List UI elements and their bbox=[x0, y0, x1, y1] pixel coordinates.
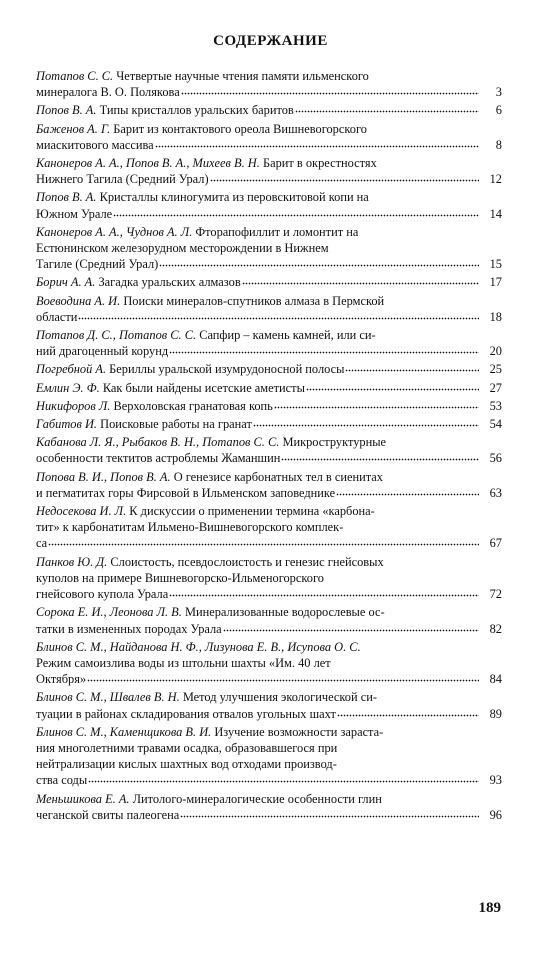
toc-entry-title: ния многолетними травами осадка, образовавшегося при bbox=[36, 740, 338, 755]
toc-entry-page: 18 bbox=[489, 309, 502, 324]
toc-entry-title: татки в измененных породах Урала bbox=[36, 621, 222, 636]
toc-entry-authors: Меньшикова Е. А. bbox=[36, 791, 130, 806]
toc-entry-title: Барит из контактового ореола Вишневогорского bbox=[113, 121, 367, 136]
toc-entry-title: области bbox=[36, 309, 78, 324]
toc-entry-line bbox=[36, 621, 480, 637]
dot-leader bbox=[169, 343, 479, 355]
toc-entry-title: Поиски минералов-спутников алмаза в Пермской bbox=[123, 293, 385, 308]
toc-entry-line bbox=[36, 416, 480, 432]
toc-entry-title: Микроструктурные bbox=[282, 435, 387, 450]
toc-entry bbox=[36, 724, 502, 789]
toc-entry-title: Верхоловская гранатовая копь bbox=[113, 398, 273, 413]
toc-entry-title: К дискуссии о применении термина «карбона- bbox=[129, 504, 375, 519]
toc-entry-title: О генезисе карбонатных тел в сиенитах bbox=[173, 469, 384, 484]
toc-entry-line bbox=[36, 503, 480, 519]
toc-entry bbox=[36, 361, 502, 377]
toc-entry-line bbox=[36, 706, 480, 722]
toc-entry-line bbox=[36, 689, 480, 705]
toc-entry-line bbox=[36, 224, 480, 240]
toc-entry-authors: Попова В. И., Попов В. А. bbox=[36, 469, 171, 484]
toc-entry-title: са bbox=[36, 536, 48, 551]
toc-entry-line bbox=[36, 639, 480, 655]
toc-entry-page: 14 bbox=[489, 206, 502, 221]
dot-leader bbox=[345, 361, 479, 373]
toc-entry-page: 67 bbox=[489, 536, 502, 551]
toc-entry-line bbox=[36, 68, 480, 84]
toc-entry-title: Литолого-минералогические особенности глин bbox=[132, 791, 382, 806]
toc-entry-line bbox=[36, 171, 480, 187]
toc-entry-title: гнейсового купола Урала bbox=[36, 587, 169, 602]
dot-leader bbox=[169, 586, 479, 598]
toc-entry-title: Метод улучшения экологической си- bbox=[182, 690, 377, 705]
toc-entry-line bbox=[36, 274, 480, 290]
toc-entry-line bbox=[36, 361, 480, 377]
toc-entry-page: 20 bbox=[489, 344, 502, 359]
toc-entry-title: ства соды bbox=[36, 773, 88, 788]
toc-entry-page: 53 bbox=[489, 398, 502, 413]
toc-entry bbox=[36, 791, 502, 823]
dot-leader bbox=[159, 256, 479, 268]
toc-entry-line bbox=[36, 655, 480, 671]
toc-entry-line bbox=[36, 807, 480, 823]
dot-leader bbox=[223, 621, 479, 633]
toc-entry-authors: Емлин Э. Ф. bbox=[36, 380, 100, 395]
toc-entry-line bbox=[36, 240, 480, 256]
toc-entry bbox=[36, 469, 502, 501]
toc-entry-line bbox=[36, 189, 480, 205]
toc-entry-page: 93 bbox=[489, 773, 502, 788]
toc-entry-authors: Потапов Д. С., Потапов С. С. bbox=[36, 328, 197, 343]
toc-entry bbox=[36, 327, 502, 359]
toc-entry bbox=[36, 121, 502, 153]
toc-entry-page: 72 bbox=[489, 587, 502, 602]
toc-entry-title: Барит в окрестностях bbox=[262, 156, 377, 171]
toc-entry bbox=[36, 398, 502, 414]
dot-leader bbox=[336, 485, 479, 497]
dot-leader bbox=[281, 450, 479, 462]
toc-entry-title: Загадка уральских алмазов bbox=[98, 275, 241, 290]
toc-entry-line bbox=[36, 519, 480, 535]
toc-entry-line bbox=[36, 469, 480, 485]
toc-entry-title: куполов на примере Вишневогорско-Ильменогорского bbox=[36, 570, 324, 585]
toc-entry-title: Естюнинском железорудном месторождении в Нижнем bbox=[36, 241, 329, 256]
toc-entry-title: миаскитового массива bbox=[36, 137, 154, 152]
toc-entry-authors: Блинов С. М., Каменщикова В. И. bbox=[36, 724, 212, 739]
toc-entry-line bbox=[36, 671, 480, 687]
toc-entry-title: ний драгоценный корунд bbox=[36, 344, 169, 359]
toc-entry-authors: Никифоров Л. bbox=[36, 398, 111, 413]
toc-entry-authors: Баженов А. Г. bbox=[36, 121, 111, 136]
toc-entry-title: Поисковые работы на гранат bbox=[100, 417, 252, 432]
dot-leader bbox=[242, 274, 479, 286]
toc-entry bbox=[36, 639, 502, 688]
toc-entry-title: Нижнего Тагила (Средний Урал) bbox=[36, 172, 209, 187]
toc-entry-line bbox=[36, 756, 480, 772]
toc-entry-line bbox=[36, 740, 480, 756]
toc-entry-line bbox=[36, 84, 480, 100]
toc-entry-title: Сапфир – камень камней, или си- bbox=[199, 328, 376, 343]
toc-entry-authors: Канонеров А. А., Попов В. А., Михеев В. Н. bbox=[36, 156, 260, 171]
toc-entry-authors: Сорока Е. И., Леонова Л. В. bbox=[36, 605, 182, 620]
dot-leader bbox=[155, 137, 479, 149]
toc-entry-line bbox=[36, 604, 480, 620]
toc-entry-line bbox=[36, 380, 480, 396]
toc-entry-line bbox=[36, 724, 480, 740]
toc-entry bbox=[36, 604, 502, 636]
toc-entry-authors: Погребной А. bbox=[36, 362, 107, 377]
toc-entry-title: Тагиле (Средний Урал) bbox=[36, 257, 159, 272]
toc-entry-authors: Канонеров А. А., Чуднов А. Л. bbox=[36, 224, 193, 239]
toc-entry-page: 54 bbox=[489, 417, 502, 432]
toc-entry-title: Минерализованные водорослевые ос- bbox=[184, 605, 385, 620]
dot-leader bbox=[274, 398, 479, 410]
toc-entry bbox=[36, 416, 502, 432]
toc-entry-line bbox=[36, 398, 480, 414]
toc-entry bbox=[36, 274, 502, 290]
toc-entry-line bbox=[36, 772, 480, 788]
toc-entry-line bbox=[36, 155, 480, 171]
toc-entry-title: Четвертые научные чтения памяти ильменского bbox=[116, 69, 369, 83]
dot-leader bbox=[87, 671, 479, 683]
toc-entry-authors: Блинов С. М., Швалев В. Н. bbox=[36, 690, 180, 705]
toc-entry-line bbox=[36, 309, 480, 325]
toc-entry-authors: Панков Ю. Д. bbox=[36, 554, 108, 569]
toc-entry-title: Изучение возможности зараста- bbox=[214, 724, 384, 739]
toc-entry-page: 56 bbox=[489, 451, 502, 466]
toc-entry-authors: Габитов И. bbox=[36, 417, 98, 432]
dot-leader bbox=[295, 102, 479, 114]
toc-entry bbox=[36, 689, 502, 721]
toc-entry-title: туации в районах складирования отвалов угольных шахт bbox=[36, 706, 336, 721]
toc-entry-page: 12 bbox=[489, 172, 502, 187]
toc-entry-title: Как были найдены исетские аметисты bbox=[102, 380, 305, 395]
toc-entry-authors: Потапов С. С. bbox=[36, 69, 114, 83]
toc-entry-authors: Попов В. А. bbox=[36, 190, 97, 205]
toc-entry bbox=[36, 503, 502, 552]
toc-entry-line bbox=[36, 586, 480, 602]
toc-entry-title: Кристаллы клиногумита из перовскитовой копи на bbox=[99, 190, 369, 205]
page-number: 189 bbox=[478, 900, 501, 916]
toc-entry-line bbox=[36, 121, 480, 137]
page-title: СОДЕРЖАНИЕ bbox=[213, 33, 328, 49]
toc-entry-title: Фторапофиллит и ломонтит на bbox=[195, 224, 359, 239]
toc-entry-page: 25 bbox=[489, 362, 502, 377]
toc-entry bbox=[36, 293, 502, 325]
toc-entry bbox=[36, 155, 502, 187]
toc-entry-title: чеганской свиты палеогена bbox=[36, 807, 180, 822]
toc-entry bbox=[36, 380, 502, 396]
toc-entry-page: 89 bbox=[489, 706, 502, 721]
toc-entry-title: Октября» bbox=[36, 672, 87, 687]
toc-entry-page: 8 bbox=[495, 137, 502, 152]
dot-leader bbox=[78, 309, 479, 321]
dot-leader bbox=[180, 807, 479, 819]
toc-entry-line bbox=[36, 570, 480, 586]
toc-entry-page: 82 bbox=[489, 621, 502, 636]
toc-entry-page: 27 bbox=[489, 380, 502, 395]
dot-leader bbox=[306, 380, 479, 392]
toc-entry-line bbox=[36, 293, 480, 309]
toc-entry-page: 6 bbox=[495, 103, 502, 118]
toc-entry-page: 17 bbox=[489, 275, 502, 290]
toc-entry-authors: Попов В. А. bbox=[36, 103, 97, 118]
toc-entry-line bbox=[36, 535, 480, 551]
toc-entry-page: 3 bbox=[495, 85, 502, 100]
toc-entry-page: 15 bbox=[489, 257, 502, 272]
dot-leader bbox=[210, 171, 479, 183]
toc-entry-title: тит» к карбонатитам Ильмено-Вишневогорского комплек- bbox=[36, 520, 344, 535]
toc-entry-title: Бериллы уральской изумрудоносной полосы bbox=[109, 362, 345, 377]
toc-entry-title: и пегматитах горы Фирсовой в Ильменском заповеднике bbox=[36, 485, 336, 500]
table-of-contents bbox=[36, 68, 502, 825]
toc-entry-line bbox=[36, 327, 480, 343]
toc-entry-line bbox=[36, 137, 480, 153]
toc-entry-authors: Воеводина А. И. bbox=[36, 293, 121, 308]
toc-entry bbox=[36, 68, 502, 100]
toc-entry-authors: Блинов С. М., Найданова Н. Ф., Лизунова Е. В., Исупова О. С. bbox=[36, 639, 361, 654]
dot-leader bbox=[113, 206, 479, 218]
toc-entry-line bbox=[36, 256, 480, 272]
toc-entry-page: 63 bbox=[489, 485, 502, 500]
toc-entry-title: нейтрализации кислых шахтных вод отходами производ- bbox=[36, 757, 337, 772]
toc-entry-line bbox=[36, 434, 480, 450]
toc-entry-line bbox=[36, 102, 480, 118]
toc-entry-title: Типы кристаллов уральских баритов bbox=[99, 103, 294, 118]
dot-leader bbox=[88, 772, 479, 784]
dot-leader bbox=[337, 706, 479, 718]
toc-entry bbox=[36, 102, 502, 118]
toc-entry bbox=[36, 554, 502, 603]
dot-leader bbox=[48, 535, 479, 547]
toc-entry-line bbox=[36, 450, 480, 466]
toc-entry-title: Южном Урале bbox=[36, 206, 113, 221]
toc-entry-title: Режим самоизлива воды из штольни шахты «Им. 40 лет bbox=[36, 655, 331, 670]
toc-entry-line bbox=[36, 554, 480, 570]
toc-entry bbox=[36, 189, 502, 221]
toc-entry bbox=[36, 434, 502, 466]
toc-entry-title: Слоистость, псевдослоистость и генезис гнейсовых bbox=[110, 554, 384, 569]
toc-entry-authors: Кабанова Л. Я., Рыбаков В. Н., Потапов С. С. bbox=[36, 435, 280, 450]
toc-entry-line bbox=[36, 485, 480, 501]
toc-entry-line bbox=[36, 206, 480, 222]
toc-entry-line bbox=[36, 343, 480, 359]
toc-entry bbox=[36, 224, 502, 273]
toc-entry-title: особенности тектитов астроблемы Жаманшин bbox=[36, 451, 281, 466]
toc-entry-title: минералога В. О. Полякова bbox=[36, 85, 180, 100]
toc-entry-page: 84 bbox=[489, 672, 502, 687]
dot-leader bbox=[253, 416, 479, 428]
dot-leader bbox=[181, 84, 479, 96]
toc-entry-line bbox=[36, 791, 480, 807]
toc-entry-authors: Борич А. А. bbox=[36, 275, 96, 290]
toc-entry-page: 96 bbox=[489, 807, 502, 822]
toc-entry-authors: Недосекова И. Л. bbox=[36, 504, 127, 519]
